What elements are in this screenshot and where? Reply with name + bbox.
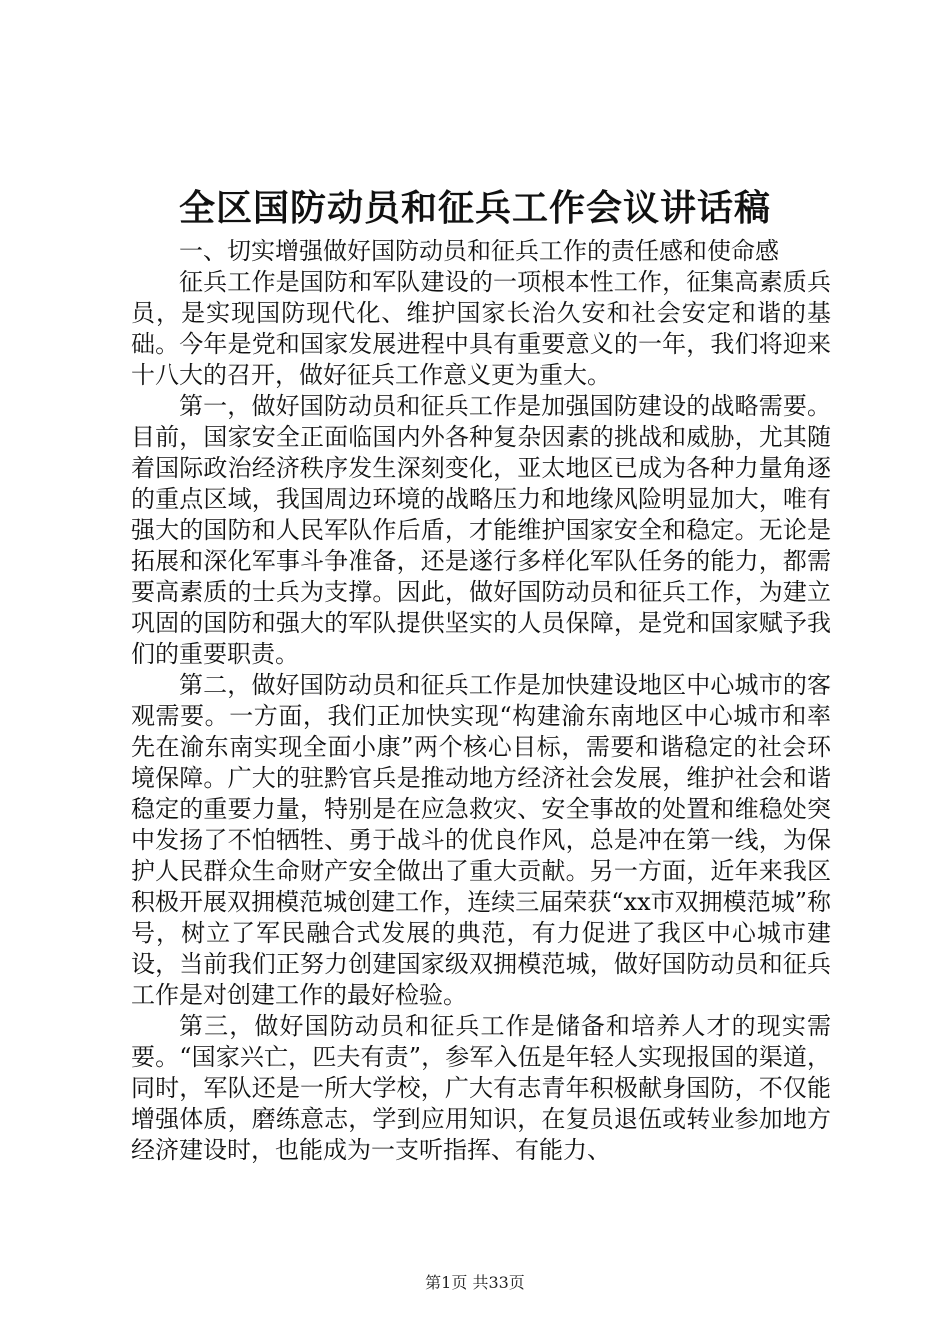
body-paragraph: 第一，做好国防动员和征兵工作是加强国防建设的战略需要。目前，国家安全正面临国内外各种复杂因素的挑战和威胁，尤其随着国际政治经济秩序发生深刻变化，亚太地区已成为各种力量角逐的重点区域，我国周边环境的战略压力和地缘风险明显加大，唯有强大的国防和人民军队作后盾，才能维护国家安全和稳定。无论是拓展和深化军事斗争准备，还是遂行多样化军队任务的能力，都需要高素质的士兵为支撑。因此，做好国防动员和征兵工作，为建立巩固的国防和强大的军队提供坚实的人员保障，是党和国家赋予我们的重要职责。	[131, 392, 831, 668]
body-paragraph: 第二，做好国防动员和征兵工作是加快建设地区中心城市的客观需要。一方面，我们正加快实现“构建渝东南地区中心城市和率先在渝东南实现全面小康”两个核心目标，需要和谐稳定的社会环境保障。广大的驻黔官兵是推动地方经济社会发展，维护社会和谐稳定的重要力量，特别是在应急救灾、安全事故的处置和维稳处突中发扬了不怕牺牲、勇于战斗的优良作风，总是冲在第一线，为保护人民群众生命财产安全做出了重大贡献。另一方面，近年来我区积极开展双拥模范城创建工作，连续三届荣获“xx市双拥模范城”称号，树立了军民融合式发展的典范，有力促进了我区中心城市建设，当前我们正努力创建国家级双拥模范城，做好国防动员和征兵工作是对创建工作的最好检验。	[131, 671, 831, 1009]
body-paragraph: 第三，做好国防动员和征兵工作是储备和培养人才的现实需要。“国家兴亡，匹夫有责”，参军入伍是年轻人实现报国的渠道，同时，军队还是一所大学校，广大有志青年积极献身国防，不仅能增强体质，磨练意志，学到应用知识，在复员退伍或转业参加地方经济建设时，也能成为一支听指挥、有能力、	[131, 1012, 831, 1164]
section-heading: 一、切实增强做好国防动员和征兵工作的责任感和使命感	[179, 237, 779, 265]
body-paragraph: 征兵工作是国防和军队建设的一项根本性工作，征集高素质兵员，是实现国防现代化、维护国家长治久安和社会安定和谐的基础。今年是党和国家发展进程中具有重要意义的一年，我们将迎来十八大的召开，做好征兵工作意义更为重大。	[131, 268, 831, 389]
document-title: 全区国防动员和征兵工作会议讲话稿	[178, 187, 771, 229]
page-number-footer: 第1页 共33页	[425, 1273, 525, 1292]
document-body	[131, 236, 831, 1166]
